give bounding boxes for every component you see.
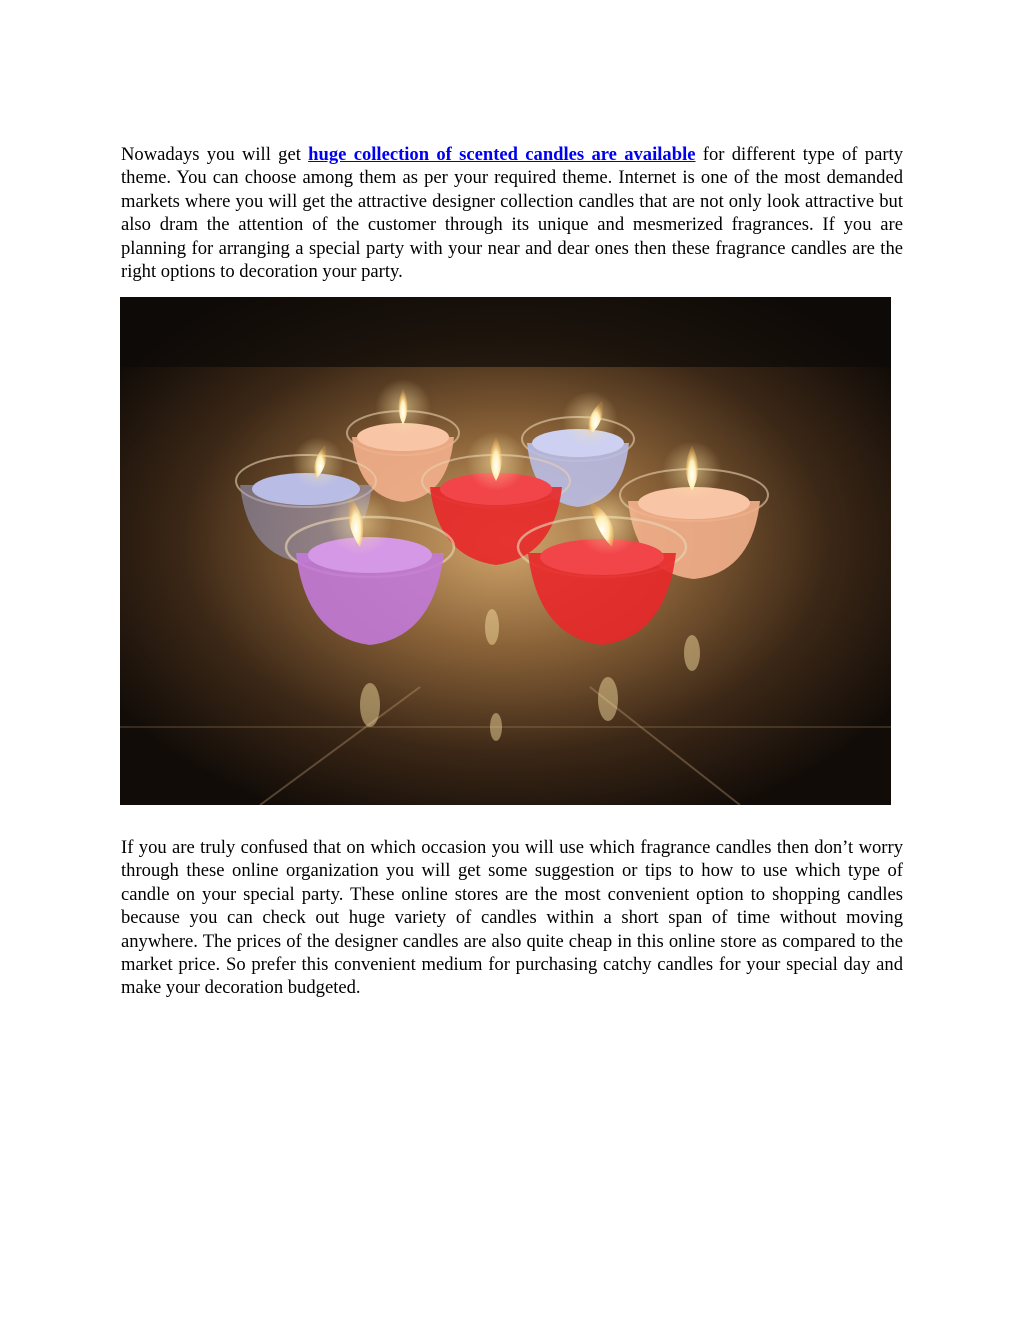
- intro-text-before: Nowadays you will get: [121, 144, 309, 165]
- intro-text-after: for different type of party theme. You can choose among them as per your required theme. Internet is one of the most demanded markets where you will get the attractive designer collection candles that are not only look attractive but also dram the attention of the customer through its unique and mesmerized fragrances. If you are planning for arranging a special party with your near and dear ones then these fragrance candles are the right options to decoration your party.: [121, 144, 903, 283]
- second-paragraph: If you are truly confused that on which occasion you will use which fragrance candles then don’t worry through these online organization you will get some suggestion or tips to how to use which type of candle on your special party. These online stores are the most convenient option to shopping candles because you can check out huge variety of candles within a short span of time without moving anywhere. The prices of the designer candles are also quite cheap in this online store as compared to the market price. So prefer this convenient medium for purchasing catchy candles for your special day and make your decoration budgeted.: [121, 837, 903, 999]
- candles-photo: [120, 297, 891, 805]
- intro-paragraph: [121, 143, 903, 283]
- scented-candles-link[interactable]: huge collection of scented candles are available: [308, 144, 696, 165]
